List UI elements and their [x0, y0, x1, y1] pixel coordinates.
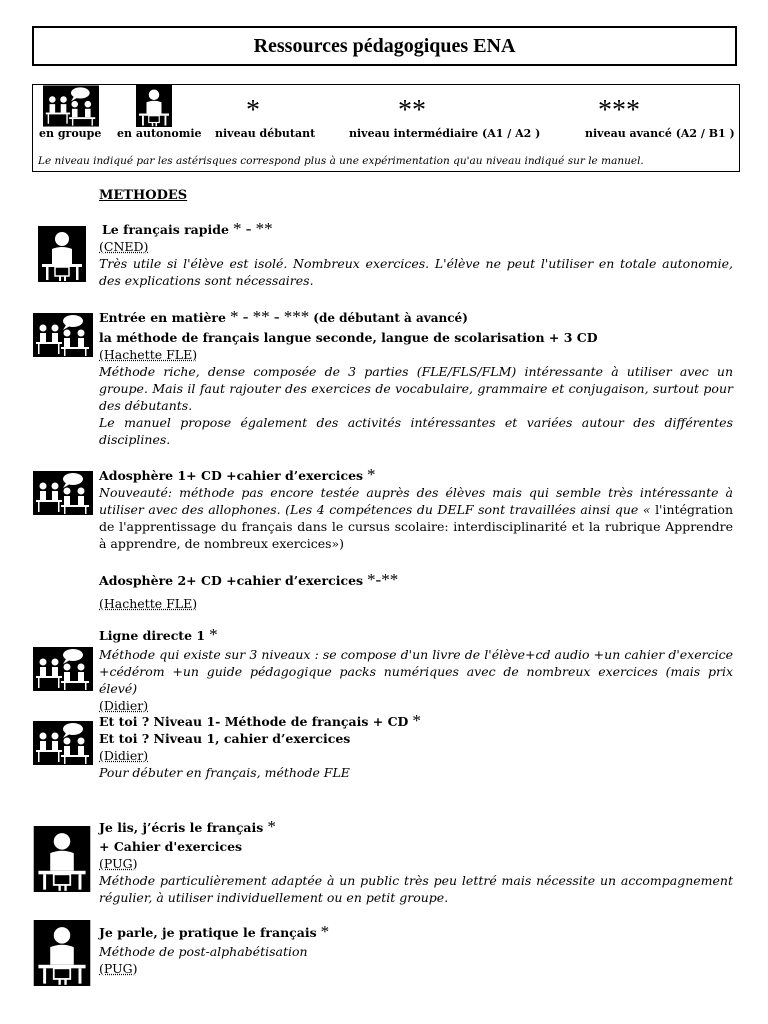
entry-level: *	[412, 711, 421, 730]
entry-level: *	[209, 625, 218, 644]
group-icon	[43, 85, 99, 127]
entry-ligne-directe	[99, 626, 733, 714]
entry-publisher: (PUG)	[99, 856, 138, 871]
group-icon	[33, 312, 93, 358]
entry-title: Ligne directe 1	[99, 628, 206, 643]
entry-level: *-**	[367, 570, 399, 589]
entry-description: Nouveauté: méthode pas encore testée auprès des élèves mais qui semble très intéressante à utiliser avec des allophones. (Les 4 compétences du DELF sont travaillées ainsi que «	[99, 485, 733, 517]
entry-description: Méthode particulièrement adaptée à un public très peu lettré mais nécessite un accompagnement régulier, à utiliser individuellement ou en petit groupe.	[99, 873, 733, 905]
section-title: METHODES	[99, 188, 188, 203]
legend-stars-advanced: ***	[598, 95, 640, 126]
entry-title: Entrée en matière	[99, 310, 226, 325]
entry-adosphere-1	[99, 466, 733, 552]
autonomy-icon	[33, 920, 91, 986]
autonomy-icon	[134, 85, 174, 127]
entry-title: Adosphère 2+ CD +cahier d’exercices	[99, 573, 364, 588]
legend-intermediate-label: niveau intermédiaire (A1 / A2 )	[349, 127, 541, 140]
legend-note: Le niveau indiqué par les astérisques correspond plus à une expérimentation qu'au niveau indiqué sur le manuel.	[38, 155, 644, 167]
entry-title: Le français rapide	[102, 222, 229, 237]
entry-je-parle	[99, 923, 733, 977]
entry-subtitle: la méthode de français langue seconde, langue de scolarisation + 3 CD	[99, 330, 598, 345]
entry-title: Je lis, j’écris le français	[99, 820, 264, 835]
entry-description: Méthode riche, dense composée de 3 parties (FLE/FLS/FLM) intéressante à utiliser avec un groupe. Mais il faut rajouter des exercices de vocabulaire, grammaire et conjugaison, surtout pour des débutants.	[99, 364, 733, 413]
legend-advanced-label: niveau avancé (A2 / B1 )	[585, 127, 735, 140]
entry-description: Méthode de post-alphabétisation	[99, 944, 308, 959]
entry-francais-rapide	[99, 220, 733, 289]
entry-je-lis	[99, 818, 733, 906]
legend-autonomy-label: en autonomie	[117, 127, 202, 140]
entry-publisher: (PUG)	[99, 961, 138, 976]
entry-subtitle: + Cahier d'exercices	[99, 839, 243, 854]
entry-description: Méthode qui existe sur 3 niveaux : se compose d'un livre de l'élève+cd audio +un cahier d'exercice +cédérom +un guide pédagogique packs numériques avec de nombreux exercices (mais prix élevé)	[99, 647, 733, 696]
entry-level: *	[267, 817, 276, 836]
entry-level: * - **	[232, 219, 273, 238]
entry-publisher: (Didier)	[99, 748, 149, 763]
entry-publisher: (Hachette FLE)	[99, 347, 198, 362]
entry-adosphere-2	[99, 571, 733, 612]
group-icon	[33, 720, 93, 766]
entry-level-note: (de débutant à avancé)	[313, 311, 468, 325]
legend-stars-intermediate: **	[398, 95, 426, 126]
entry-et-toi	[99, 712, 733, 781]
entry-publisher: (CNED)	[99, 239, 149, 254]
legend-beginner-label: niveau débutant	[215, 127, 316, 140]
group-icon	[33, 470, 93, 516]
autonomy-icon	[38, 226, 86, 282]
entry-entree-en-matiere	[99, 308, 733, 448]
entry-title: Et toi ? Niveau 1- Méthode de français + CD	[99, 714, 409, 729]
entry-level: *	[320, 922, 330, 941]
entry-title: Adosphère 1+ CD +cahier d’exercices	[99, 468, 364, 483]
entry-level: *	[367, 465, 376, 484]
legend-group-label: en groupe	[39, 127, 102, 140]
entry-publisher: (Hachette FLE)	[99, 596, 198, 611]
entry-title: Je parle, je pratique le français	[99, 925, 317, 940]
page-title: Ressources pédagogiques ENA	[253, 34, 516, 57]
entry-description: Pour débuter en français, méthode FLE	[99, 765, 350, 780]
entry-description-quote: l'intégration de l'apprentissage du français dans le cursus scolaire: interdisciplinarité et la rubrique Apprendre à apprendre, de nombreux exercices»)	[99, 502, 733, 551]
title-box	[32, 26, 737, 66]
entry-level: * - ** - ***	[229, 307, 310, 326]
autonomy-icon	[33, 826, 91, 892]
legend-box	[32, 84, 740, 172]
entry-subtitle: Et toi ? Niveau 1, cahier d’exercices	[99, 731, 351, 746]
entry-publisher: (Didier)	[99, 698, 149, 713]
legend-stars-beginner: *	[246, 95, 260, 126]
entry-description: Très utile si l'élève est isolé. Nombreux exercices. L'élève ne peut l'utiliser en totale autonomie, des explications sont nécessaires.	[99, 256, 733, 288]
group-icon	[33, 646, 93, 692]
entry-description-2: Le manuel propose également des activités intéressantes et variées autour des différentes disciplines.	[99, 415, 733, 447]
